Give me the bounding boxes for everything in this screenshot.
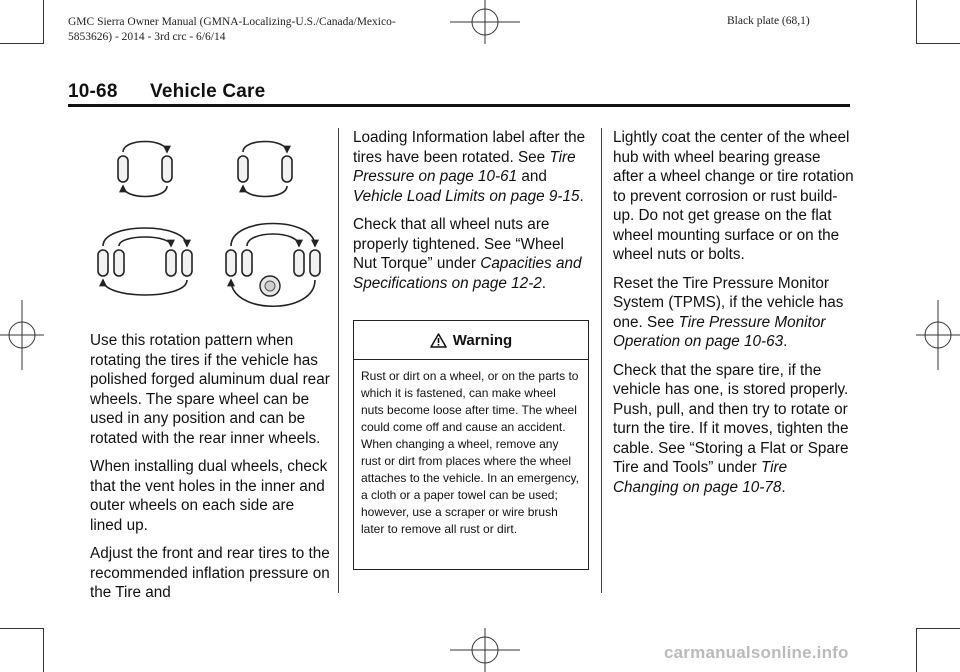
column-1 <box>90 331 330 612</box>
paragraph: Adjust the front and rear tires to the recommended inflation pressure on the Tire and <box>90 545 330 601</box>
section-title: Vehicle Care <box>150 81 266 102</box>
section-number: 10-68 <box>68 81 118 102</box>
warning-triangle-icon <box>430 333 447 348</box>
paragraph: Lightly coat the center of the wheel hub with wheel bearing grease after a wheel change or tire rotation to prevent corrosion or rust build-up. Do not get grease on the flat wheel mounting surface or on the wheel nuts or bolts. <box>613 129 854 263</box>
warning-title: Warning <box>452 331 513 349</box>
registration-mark-top <box>450 0 520 44</box>
paragraph: Check that all wheel nuts are properly tightened. See “Wheel Nut Torque” under Capacities and Specifications on page 12-2. <box>353 216 582 292</box>
paragraph: Check that the spare tire, if the vehicle has one, is stored properly. Push, pull, and then try to rotate or turn the tire. If it moves, tighten the cable. See “Storing a Flat or Spare Tire and Tools” under Tire Changing on page 10-78. <box>613 361 849 496</box>
tire-rotation-diagram-icon <box>90 130 330 310</box>
column-divider-left <box>338 128 339 593</box>
cross-reference-link[interactable]: Capacities and Specifications on page 12-2 <box>353 255 582 292</box>
paragraph: Loading Information label after the tires have been rotated. See Tire Pressure on page 10-61 and Vehicle Load Limits on page 9-15. <box>353 129 586 205</box>
registration-mark-bottom <box>450 628 520 672</box>
plate-label: Black plate (68,1) <box>727 15 810 27</box>
warning-header <box>354 321 588 360</box>
cross-reference-link[interactable]: Vehicle Load Limits on page 9-15 <box>353 187 580 205</box>
registration-mark-left <box>0 300 44 370</box>
title-rule <box>68 104 850 107</box>
registration-mark-right <box>916 300 960 370</box>
paragraph: Reset the Tire Pressure Monitor System (TPMS), if the vehicle has one. See Tire Pressure Monitor Operation on page 10-63. <box>613 274 844 350</box>
cross-reference-link[interactable]: Tire Pressure Monitor Operation on page 10-63 <box>613 313 826 350</box>
column-2 <box>353 128 589 302</box>
site-watermark: carmanualsonline.info <box>664 643 849 662</box>
print-header-info <box>68 15 396 45</box>
page-title <box>68 81 265 103</box>
column-divider-right <box>601 128 602 593</box>
paragraph: When installing dual wheels, check that the vent holes in the inner and outer wheels on each side are lined up. <box>90 458 328 534</box>
paragraph: Use this rotation pattern when rotating the tires if the vehicle has polished forged aluminum dual rear wheels. The spare wheel can be used in any position and can be rotated with the rear inner wheels. <box>90 332 330 447</box>
cross-reference-link[interactable]: Tire Pressure on page 10-61 <box>353 148 576 185</box>
warning-body: Rust or dirt on a wheel, or on the parts to which it is fastened, can make wheel nuts become loose after time. The wheel could come off and cause an accident. When changing a wheel, remove any rust or dirt from places where the wheel attaches to the vehicle. In an emergency, a cloth or a paper towel can be used; however, use a scraper or wire brush later to remove all rust or dirt. <box>361 369 579 536</box>
print-header-line2: 5853626) - 2014 - 3rd crc - 6/6/14 <box>68 31 226 43</box>
print-header-line1: GMC Sierra Owner Manual (GMNA-Localizing-U.S./Canada/Mexico- <box>68 16 396 28</box>
cross-reference-link[interactable]: Tire Changing on page 10-78 <box>613 459 788 496</box>
column-3 <box>613 128 855 506</box>
warning-box <box>353 320 589 570</box>
